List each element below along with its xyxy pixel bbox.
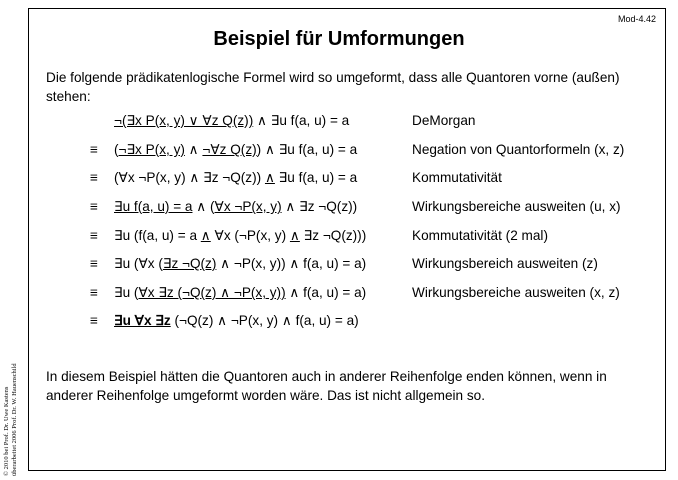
slide-title: Beispiel für Umformungen [213,28,465,50]
equiv-symbol: ≡ [90,199,98,214]
formula-7: ∃u ∀x ∃z (¬Q(z) ∧ ¬P(x, y) ∧ f(a, u) = a) [114,313,359,328]
equiv-symbol: ≡ [90,285,98,300]
comment-5: Wirkungsbereich ausweiten (z) [412,256,598,271]
outro-text: In diesem Beispiel hätten die Quantoren auch in anderer Reihenfolge enden können, wenn in anderer Reihenfolge umgeformt worden wäre. Das ist nicht allgemein so. [46,369,607,403]
step-row-7 [0,313,678,333]
formula-3: ∃u f(a, u) = a ∧ (∀x ¬P(x, y) ∧ ∃z ¬Q(z)) [114,199,358,214]
copyright-line-1: © 2010 bei Prof. Dr. Uwe Kastens [3,386,10,476]
formula-1: (¬∃x P(x, y) ∧ ¬∀z Q(z)) ∧ ∃u f(a, u) = a [114,142,358,157]
formula-2: (∀x ¬P(x, y) ∧ ∃z ¬Q(z)) ∧ ∃u f(a, u) = a [114,170,358,185]
copyright-note [3,336,19,476]
comment-6: Wirkungsbereiche ausweiten (x, z) [412,285,620,300]
comment-0: DeMorgan [412,113,476,128]
step-row-4 [0,228,678,248]
equiv-symbol: ≡ [90,228,98,243]
step-row-0 [0,113,678,133]
comment-4: Kommutativität (2 mal) [412,228,548,243]
intro-text: Die folgende prädikatenlogische Formel wird so umgeformt, dass alle Quantoren vorne (außen) stehen: [46,70,620,104]
comment-2: Kommutativität [412,170,502,185]
step-row-3 [0,199,678,219]
step-row-5 [0,256,678,276]
formula-0: ¬(∃x P(x, y) ∨ ∀z Q(z)) ∧ ∃u f(a, u) = a [114,113,350,128]
step-row-2 [0,170,678,190]
step-row-1 [0,142,678,162]
equiv-symbol: ≡ [90,170,98,185]
equiv-symbol: ≡ [90,256,98,271]
slide-id: Mod-4.42 [617,14,656,24]
formula-6: ∃u (∀x ∃z (¬Q(z) ∧ ¬P(x, y)) ∧ f(a, u) = a) [114,285,367,300]
comment-1: Negation von Quantorformeln (x, z) [412,142,625,157]
equiv-symbol: ≡ [90,142,98,157]
step-row-6 [0,285,678,305]
copyright-line-2: überarbeitet 2006 Prof. Dr. W. Hauenschild [11,363,18,476]
comment-3: Wirkungsbereiche ausweiten (u, x) [412,199,621,214]
formula-5: ∃u (∀x (∃z ¬Q(z) ∧ ¬P(x, y)) ∧ f(a, u) = a) [114,256,367,271]
formula-4: ∃u (f(a, u) = a ∧ ∀x (¬P(x, y) ∧ ∃z ¬Q(z))) [114,228,367,243]
equiv-symbol: ≡ [90,313,98,328]
